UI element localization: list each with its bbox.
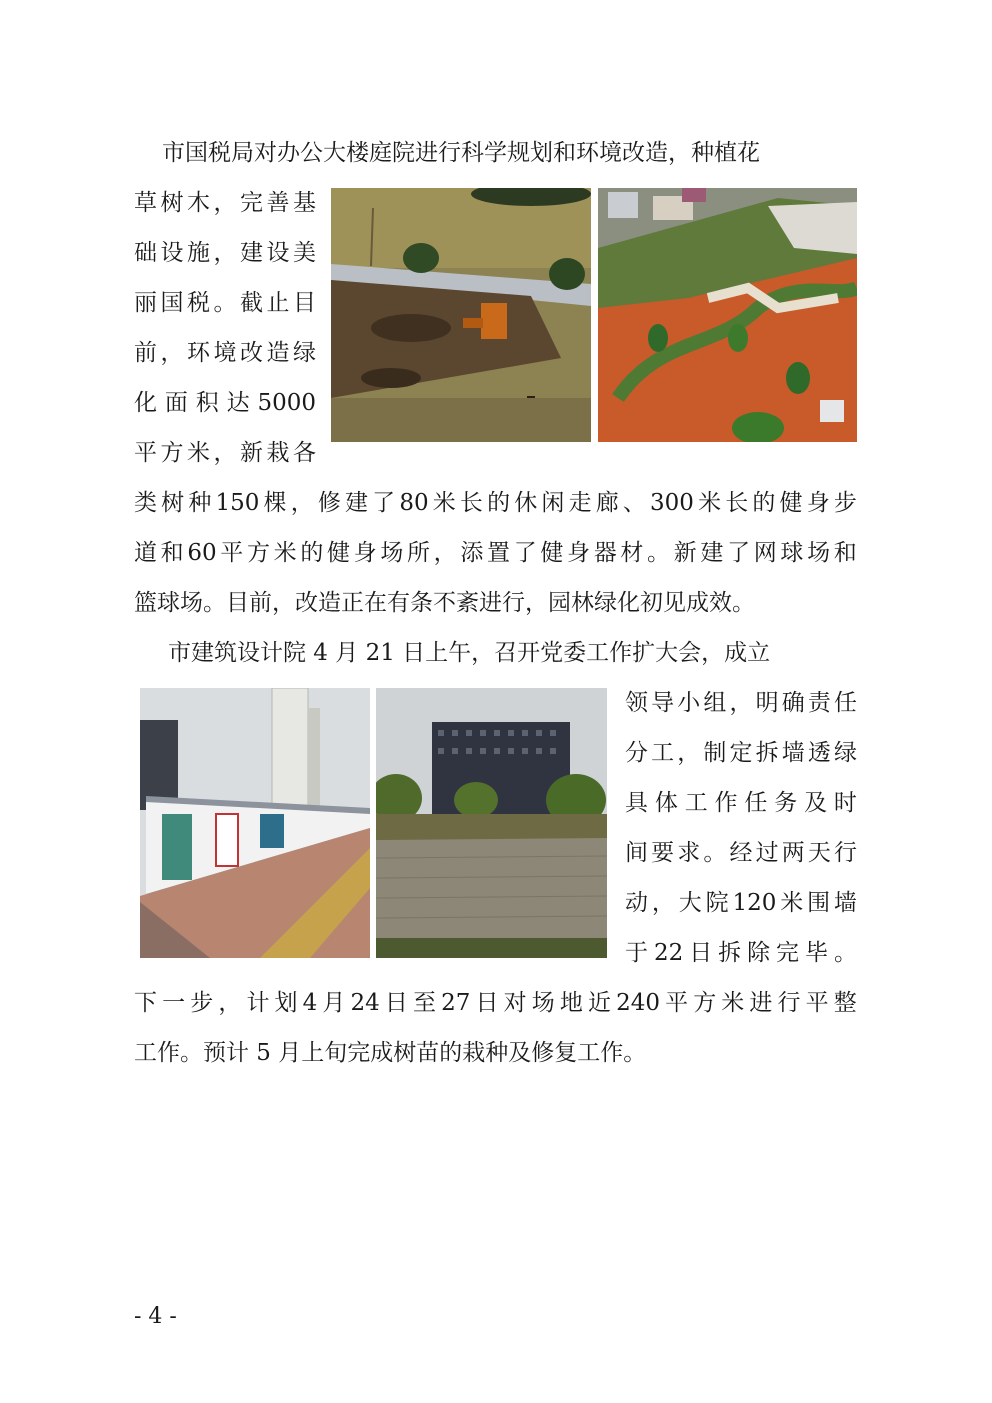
photo-excavation xyxy=(331,188,591,442)
p1-wrap-line: 丽 国 税 。 截 止 目 xyxy=(134,290,316,316)
page-number: - 4 - xyxy=(134,1304,177,1329)
p1-wrap-line: 平 方 米 ， 新 栽 各 xyxy=(134,440,316,466)
p2-full-line: 下 一 步 ， 计 划 4 月 24 日 至 27 日 对 场 地 近 240 平 方 米 进 行 平 整 xyxy=(134,990,857,1016)
p2-wrap-line: 间 要 求 。 经 过 两 天 行 xyxy=(625,840,857,866)
p1-wrap-line: 化 面 积 达 5000 xyxy=(134,390,316,416)
p1-full-line: 类 树 种 150 棵 ， 修 建 了 80 米 长 的 休 闲 走 廊 、 300 米 长 的 健 身 步 xyxy=(134,490,857,516)
p2-line-last: 工作。预计 5 月上旬完成树苗的栽种及修复工作。 xyxy=(134,1040,647,1066)
p1-full-line: 道 和 60 平 方 米 的 健 身 场 所 ， 添 置 了 健 身 器 材 。 新 建 了 网 球 场 和 xyxy=(134,540,857,566)
photo-cleared-site xyxy=(376,688,607,958)
photo-garden-aerial xyxy=(598,188,857,442)
p1-wrap-line: 础 设 施 ， 建 设 美 xyxy=(134,240,316,266)
p2-wrap-line: 领 导 小 组 ， 明 确 责 任 xyxy=(625,690,857,716)
p1-line-last: 篮球场。目前，改造正在有条不紊进行，园林绿化初见成效。 xyxy=(134,590,755,616)
p2-line-first: 市建筑设计院 4 月 21 日上午，召开党委工作扩大会，成立 xyxy=(168,640,771,666)
p1-line-first: 市国税局对办公大楼庭院进行科学规划和环境改造，种植花 xyxy=(162,140,760,166)
p1-wrap-line: 前 ， 环 境 改 造 绿 xyxy=(134,340,316,366)
p2-wrap-line: 分 工 ， 制 定 拆 墙 透 绿 xyxy=(625,740,857,766)
p2-wrap-line: 具 体 工 作 任 务 及 时 xyxy=(625,790,857,816)
p2-wrap-line: 于 22 日 拆 除 完 毕 。 xyxy=(625,940,857,966)
photo-wall-street xyxy=(140,688,370,958)
p1-wrap-line: 草 树 木 ， 完 善 基 xyxy=(134,190,316,216)
p2-wrap-line: 动 ， 大 院 120 米 围 墙 xyxy=(625,890,857,916)
